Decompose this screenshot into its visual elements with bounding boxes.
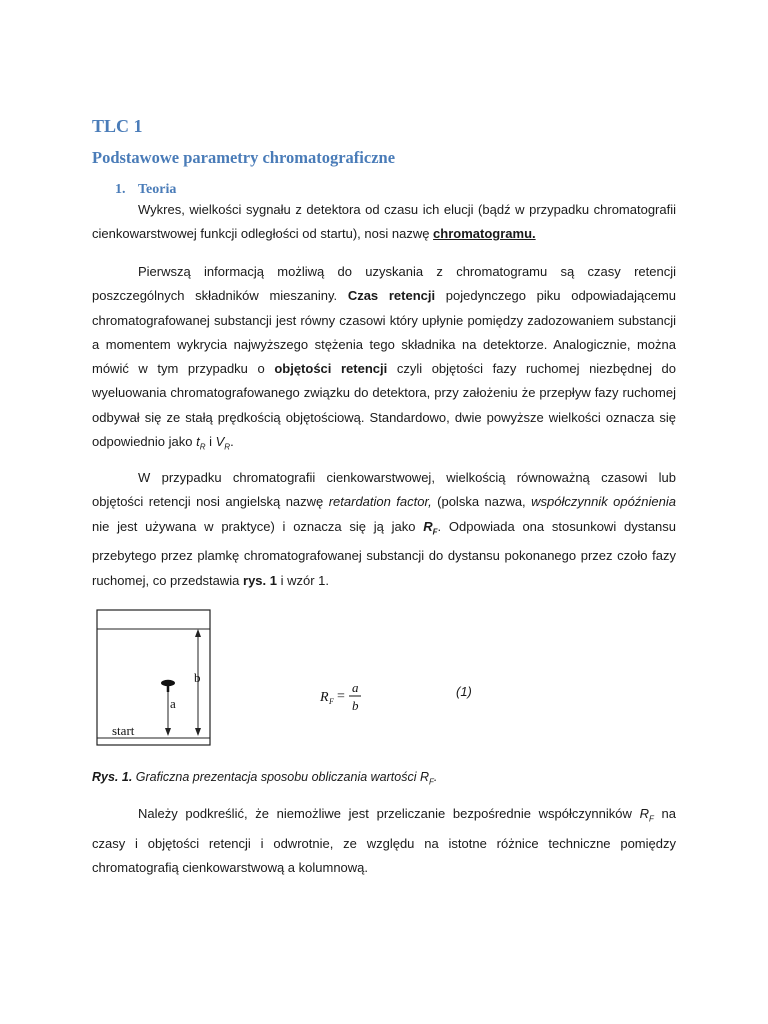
symbol-r: R <box>639 806 649 821</box>
paragraph-text: i wzór 1. <box>277 572 330 588</box>
term-retardation-factor: retardation factor, <box>328 494 432 510</box>
formula-numerator: a <box>352 680 359 695</box>
symbol-subscript: R <box>199 442 206 452</box>
paragraph-text: czyli objętości fazy ruchomej niezbędnej do wyeluowania chromatografowanego związku do detektora, przy założeniu że przepływ fazy ruchomej odbywał się ze stałą prędkością objętościową. Standardowo, dwie powyższe wielkości oznacza się odpowiednio jako <box>92 361 677 450</box>
symbol-subscript: F <box>432 527 438 537</box>
paragraph-text: (polska nazwa, <box>431 494 532 510</box>
section-heading <box>115 182 176 198</box>
caption-text: Graficzna prezentacja sposobu obliczania wartości R <box>132 770 429 784</box>
arrow-bottom-a <box>165 728 171 736</box>
section-title: Teoria <box>138 182 177 197</box>
paragraph-rf <box>92 466 676 593</box>
paragraph-text: W przypadku chromatografii cienkowarstwowej, wielkością równoważną czasowi lub objętości retencji nosi angielską nazwę <box>92 470 676 510</box>
symbol-subscript: F <box>648 814 654 824</box>
equation-number: (1) <box>456 684 472 699</box>
symbol-v: V <box>215 434 225 450</box>
label-b: b <box>194 670 201 685</box>
paragraph-retention <box>92 260 676 460</box>
term-retention-volume: objętości retencji <box>274 361 388 377</box>
term-retention-time: Czas retencji <box>347 288 436 304</box>
term-chromatogram: chromatogramu. <box>433 226 536 242</box>
figure-reference: rys. 1 <box>243 572 277 588</box>
paragraph-text: . <box>230 434 234 450</box>
symbol-rf: R <box>423 518 433 534</box>
formula-lhs-subscript: F <box>329 697 334 706</box>
arrow-top-b <box>195 629 201 637</box>
section-number: 1. <box>115 182 126 197</box>
symbol-t: t <box>196 434 200 450</box>
paragraph-text: i <box>205 434 216 450</box>
paragraph-text: Należy podkreślić, że niemożliwe jest przeliczanie bezpośrednie współczynników <box>138 806 640 821</box>
tlc-plate-figure <box>90 604 220 752</box>
formula-lhs: R <box>320 690 329 705</box>
arrow-bottom-b <box>195 728 201 736</box>
paragraph-text: . Odpowiada ona stosunkowi dystansu przebytego przez plamkę chromatografowanej substancji do dystansu pokonanego przez czoło fazy ruchomej, co przedstawia <box>92 518 677 588</box>
paragraph-conclusion <box>92 802 676 880</box>
paragraph-text: na czasy i objętości retencji i odwrotnie, ze względu na istotne różnice techniczne pomiędzy chromatografią cienkowarstwową a kolumnową. <box>92 806 676 876</box>
document-title: TLC 1 <box>92 116 143 136</box>
formula-equals: = <box>337 689 345 704</box>
formula-denominator: b <box>352 698 359 713</box>
document-subtitle: Podstawowe parametry chromatograficzne <box>92 148 396 167</box>
paragraph-definition <box>92 198 676 247</box>
figure-caption <box>92 770 437 787</box>
paragraph-text: Pierwszą informacją możliwą do uzyskania z chromatogramu są czasy retencji poszczególnych składników mieszaniny. <box>92 264 676 304</box>
label-start: start <box>112 723 135 738</box>
caption-label: Rys. 1. <box>92 770 133 784</box>
term-polish-name: współczynnik opóźnienia <box>531 494 677 510</box>
paragraph-text: Wykres, wielkości sygnału z detektora od czasu ich elucji (bądź w przypadku chromatografii cienkowarstwowej funkcji odległości od startu), nosi nazwę <box>92 202 676 242</box>
paragraph-text: nie jest używana w praktyce) i oznacza się ją jako <box>92 518 424 534</box>
rf-formula <box>318 676 478 716</box>
paragraph-text: pojedynczego piku odpowiadającemu chromatografowanej substancji jest równy czasowi który upłynie pomiędzy zadozowaniem substancji a momentem wykrycia najwyższego stężenia tego składnika na detektorze. Analogicznie, można mówić w tym przypadku o <box>92 288 677 377</box>
symbol-subscript: R <box>224 442 231 452</box>
caption-text: . <box>433 770 438 784</box>
label-a: a <box>170 696 176 711</box>
caption-subscript: F <box>429 777 434 787</box>
